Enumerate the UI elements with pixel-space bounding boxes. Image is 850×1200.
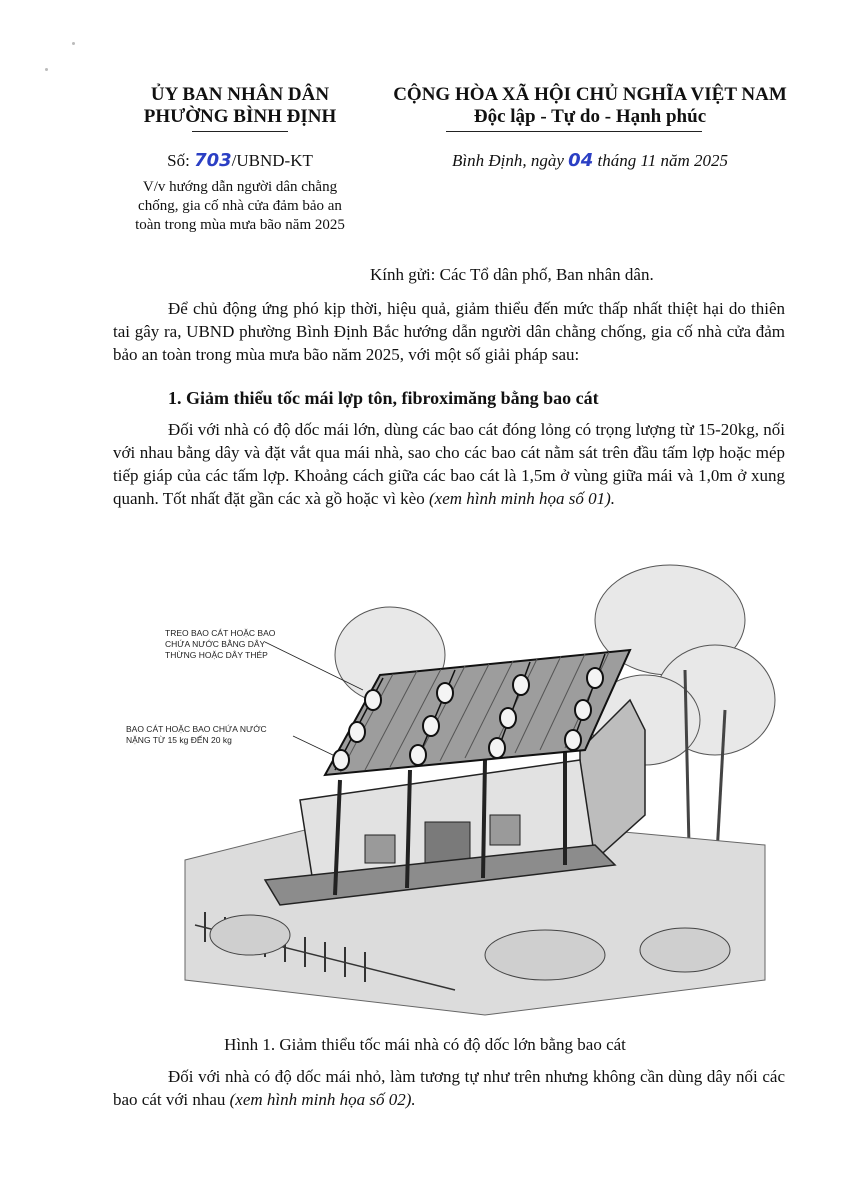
sandbag <box>587 668 603 688</box>
motto-underline <box>446 131 702 132</box>
sandbag <box>333 750 349 770</box>
annotation-rope-line2: CHỨA NƯỚC BẰNG DÂY <box>165 639 266 649</box>
sandbag <box>349 722 365 742</box>
date-day-handwritten: 04 <box>568 150 594 171</box>
bush <box>485 930 605 980</box>
house-window <box>365 835 395 863</box>
section-1-text: Đối với nhà có độ dốc mái lớn, dùng các bao cát đóng lỏng có trọng lượng từ 15-20kg, nối với nhau bằng dây và đặt vắt qua mái nhà, sao cho các bao cát nằm sát trên đầu tấm lợp hoặc mép tiếp giáp của các tấm lợp. Khoảng cách giữa các bao cát là 1,5m ở vùng giữa mái và 1,0m ở xung quanh. Tốt nhất đặt gần các xà gồ hoặc vì kèo <box>113 420 785 508</box>
scan-speck <box>45 68 48 71</box>
sandbag <box>575 700 591 720</box>
annotation-leader <box>293 736 335 756</box>
annotation-sandbag-line2: NẶNG TỪ 15 kg ĐẾN 20 kg <box>126 735 232 745</box>
national-motto: Độc lập - Tự do - Hạnh phúc <box>473 106 707 127</box>
bush <box>640 928 730 972</box>
date-line <box>370 150 810 171</box>
scan-speck <box>72 42 75 45</box>
veranda-post <box>483 760 485 878</box>
figure-annotation-rope <box>165 628 275 661</box>
document-number <box>120 150 360 171</box>
sandbag <box>423 716 439 736</box>
sandbag <box>500 708 516 728</box>
intro-paragraph: Để chủ động ứng phó kịp thời, hiệu quả, giảm thiểu đến mức thấp nhất thiệt hại do thiên tai gây ra, UBND phường Bình Định Bắc hướng dẫn người dân chằng chống, gia cố nhà cửa đảm bảo an toàn trong mùa mưa bão năm 2025, với một số giải pháp sau: <box>113 299 785 364</box>
house-window <box>490 815 520 845</box>
sandbag <box>437 683 453 703</box>
section-1-heading: 1. Giảm thiểu tốc mái lợp tôn, fibroximăng bằng bao cát <box>168 388 599 408</box>
figure-annotation-sandbag <box>126 724 267 746</box>
org-name-line2: PHƯỜNG BÌNH ĐỊNH <box>143 106 337 127</box>
doc-no-suffix: /UBND-KT <box>231 151 313 170</box>
figure-2-reference: (xem hình minh họa số 02). <box>229 1090 416 1109</box>
subject <box>120 178 360 235</box>
recipient-line: Kính gửi: Các Tổ dân phố, Ban nhân dân. <box>370 265 654 284</box>
section-1-text-2: Đối với nhà có độ dốc mái nhỏ, làm tương tự như trên nhưng không cần dùng dây nối các bao cát với nhau <box>113 1067 785 1109</box>
sandbag <box>565 730 581 750</box>
figure-1-caption: Hình 1. Giảm thiểu tốc mái nhà có độ dốc lớn bằng bao cát <box>224 1035 626 1054</box>
subject-line1: V/v hướng dẫn người dân chằng <box>142 179 338 195</box>
sandbag <box>513 675 529 695</box>
national-title: CỘNG HÒA XÃ HỘI CHỦ NGHĨA VIỆT NAM <box>393 84 787 105</box>
org-underline <box>192 131 288 132</box>
doc-no-prefix: Số: <box>167 151 195 170</box>
subject-line2: chống, gia cố nhà cửa đảm bảo an <box>138 198 342 214</box>
sandbag <box>410 745 426 765</box>
date-prefix: Bình Định, ngày <box>452 151 569 170</box>
org-name-line1: ỦY BAN NHÂN DÂN <box>150 84 330 105</box>
section-1-paragraph-2 <box>113 1065 785 1111</box>
sandbag <box>489 738 505 758</box>
section-1-paragraph <box>113 418 785 510</box>
date-suffix: tháng 11 năm 2025 <box>593 151 728 170</box>
annotation-rope-line3: THỪNG HOẶC DÂY THÉP <box>165 650 268 660</box>
annotation-rope-line1: TREO BAO CÁT HOẶC BAO <box>165 628 276 638</box>
figure-1-reference: (xem hình minh họa số 01). <box>428 489 616 508</box>
subject-line3: toàn trong mùa mưa bão năm 2025 <box>135 217 345 233</box>
sandbag <box>365 690 381 710</box>
bush <box>210 915 290 955</box>
annotation-sandbag-line1: BAO CÁT HOẶC BAO CHỨA NƯỚC <box>126 724 267 734</box>
doc-no-handwritten: 703 <box>194 150 232 171</box>
